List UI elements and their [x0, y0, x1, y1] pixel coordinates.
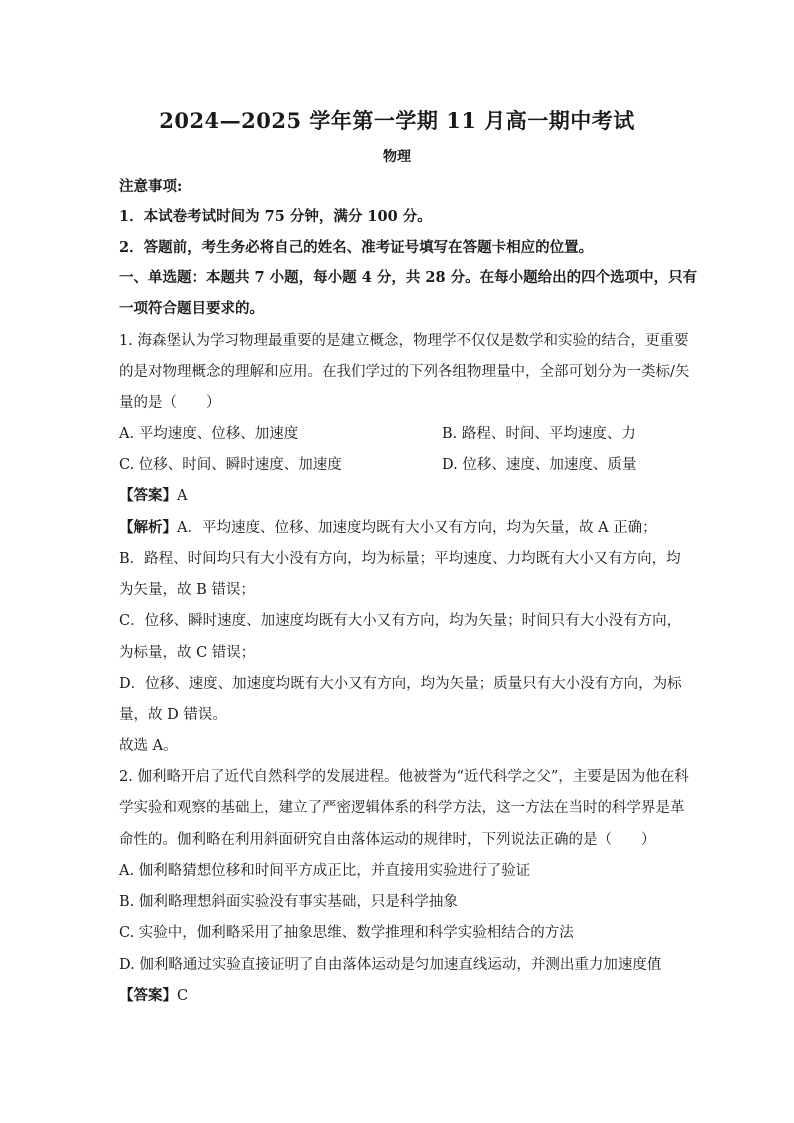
- analysis-line: 量，故 D 错误。: [119, 707, 227, 723]
- notice-item: 2．答题前，考生务必将自己的姓名、准考证号填写在答题卡相应的位置。: [119, 239, 594, 256]
- q2-option-c: C. 实验中，伽利略采用了抽象思维、数学推理和科学实验相结合的方法: [119, 925, 574, 941]
- answer-label: 【答案】: [119, 987, 177, 1004]
- q2-stem-line: 命性的。伽利略在利用斜面研究自由落体运动的规律时，下列说法正确的是（ ）: [119, 832, 656, 848]
- q2-stem-line: 学实验和观察的基础上，建立了严密逻辑体系的科学方法，这一方法在当时的科学界是革: [119, 800, 685, 816]
- section-heading-cont: 一项符合题目要求的。: [119, 300, 264, 317]
- answer-value: A: [177, 488, 188, 504]
- q1-option-d: D. 位移、速度、加速度、质量: [442, 457, 637, 473]
- answer-label: 【答案】: [119, 487, 177, 504]
- q1-option-a: A. 平均速度、位移、加速度: [119, 426, 299, 442]
- analysis-line: 为标量，故 C 错误；: [119, 645, 256, 661]
- analysis-line: 故选 A。: [119, 738, 178, 754]
- notice-heading: 注意事项:: [119, 178, 183, 195]
- section-heading: 一、单选题：本题共 7 小题，每小题 4 分，共 28 分。在每小题给出的四个选项中，只有: [119, 269, 698, 286]
- q2-stem-line: 2. 伽利略开启了近代自然科学的发展进程。他被誉为“近代科学之父”，主要是因为他在科: [119, 769, 689, 785]
- subject-label: 物理: [383, 149, 411, 165]
- q2-option-d: D. 伽利略通过实验直接证明了自由落体运动是匀加速直线运动，并测出重力加速度值: [119, 957, 662, 973]
- notice-item: 1．本试卷考试时间为 75 分钟，满分 100 分。: [119, 208, 432, 225]
- q2-option-a: A. 伽利略猜想位移和时间平方成正比，并直接用实验进行了验证: [119, 863, 531, 879]
- answer-value: C: [177, 988, 189, 1004]
- q1-answer: [119, 486, 187, 506]
- analysis-line: D．位移、速度、加速度均既有大小又有方向，均为矢量；质量只有大小没有方向，为标: [119, 676, 682, 692]
- analysis-label: 【解析】: [119, 519, 177, 536]
- analysis-line: C．位移、瞬时速度、加速度均既有大小又有方向，均为矢量；时间只有大小没有方向，: [119, 613, 682, 629]
- q1-analysis: [119, 518, 657, 538]
- q2-option-b: B. 伽利略理想斜面实验没有事实基础，只是科学抽象: [119, 894, 458, 910]
- q1-stem-line: 的是对物理概念的理解和应用。在我们学过的下列各组物理量中，全部可划分为一类标/矢: [119, 364, 690, 380]
- analysis-line: B．路程、时间均只有大小没有方向，均为标量；平均速度、力均既有大小又有方向，均: [119, 551, 681, 567]
- q1-option-c: C. 位移、时间、瞬时速度、加速度: [119, 457, 342, 473]
- q2-answer: [119, 986, 188, 1006]
- analysis-line: A．平均速度、位移、加速度均既有大小又有方向，均为矢量，故 A 正确；: [177, 520, 657, 536]
- page-title: 2024—2025 学年第一学期 11 月高一期中考试: [159, 108, 635, 133]
- q1-option-b: B. 路程、时间、平均速度、力: [442, 426, 636, 442]
- q1-stem-line: 1. 海森堡认为学习物理最重要的是建立概念，物理学不仅仅是数学和实验的结合，更重要: [119, 333, 689, 349]
- analysis-line: 为矢量，故 B 错误；: [119, 582, 255, 598]
- q1-stem-line: 量的是（ ）: [119, 395, 221, 411]
